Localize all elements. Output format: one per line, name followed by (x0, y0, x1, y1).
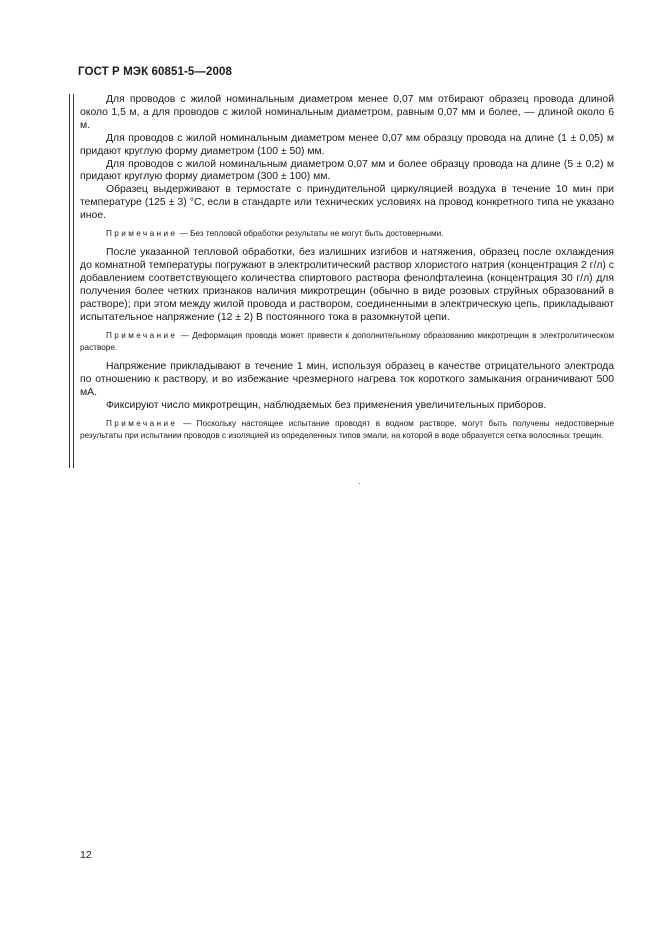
body-paragraph: Для проводов с жилой номинальным диаметром менее 0,07 мм образцу провода на длине (1 ± 0,05) м придают круглую форму диаметром (100 ± 50) мм. (80, 132, 614, 157)
document-header: ГОСТ Р МЭК 60851-5—2008 (78, 66, 232, 78)
body-paragraph: Образец выдерживают в термостате с принудительной циркуляцией воздуха в течение 10 мин при температуре (125 ± 3) °С, если в стандарте или технических условиях на провод конкретного типа не указано иное. (80, 184, 614, 222)
note-text: — Без тепловой обработки результаты не могут быть достоверными. (179, 229, 444, 239)
change-bar (69, 94, 74, 468)
note (80, 228, 614, 240)
note-text: — Поскольку настоящее испытание проводят в водном растворе, могут быть получены недостоверные результаты при испытании проводов с изоляцией из определенных типов эмали, на которой в воде образуется сетка волосяных трещин. (80, 418, 614, 440)
body-paragraph: Для проводов с жилой номинальным диаметром менее 0,07 мм отбирают образец провода длиной около 1,5 м, а для проводов с жилой номинальным диаметром, равным 0,07 мм и более, — длиной около 6 м. (80, 94, 614, 131)
note-label: Примечание (106, 330, 178, 340)
scan-speck (359, 483, 360, 484)
note-text: — Деформация провода может привести к дополнительному образованию микротрещин в электролитическом растворе. (80, 330, 614, 352)
note (80, 418, 614, 442)
note (80, 330, 614, 354)
body-paragraph: Для проводов с жилой номинальным диаметром 0,07 мм и более образцу провода на длине (5 ± 0,2) м придают круглую форму диаметром (300 ± 100) мм. (80, 158, 614, 183)
body-paragraph: Фиксируют число микротрещин, наблюдаемых без применения увеличительных приборов. (106, 399, 547, 411)
note-label: Примечание (106, 229, 178, 239)
document-body (80, 94, 614, 449)
note-label: Примечание (106, 418, 178, 428)
body-paragraph: Напряжение прикладывают в течение 1 мин, используя образец в качестве отрицательного электрода по отношению к раствору, и во избежание чрезмерного нагрева ток короткого замыкания ограничивают 500 мА. (80, 361, 614, 398)
body-paragraph: После указанной тепловой обработки, без излишних изгибов и натяжения, образец после охлаждения до комнатной температуры погружают в электролитический раствор хлористого натрия (концентрация 2 г/л) с добавлением соответствующего количества спиртового раствора фенолфталеина (концентрация 30 г/л) для получения более четких признаков наличия микротрещин (обычно в виде розовых струйных образований в растворе); при этом между жилой провода и раствором, соединенными в электрическую цепь, прикладывают испытательное напряжение (12 ± 2) В постоянного тока в разомкнутой цепи. (80, 247, 614, 323)
page-number: 12 (80, 849, 92, 861)
